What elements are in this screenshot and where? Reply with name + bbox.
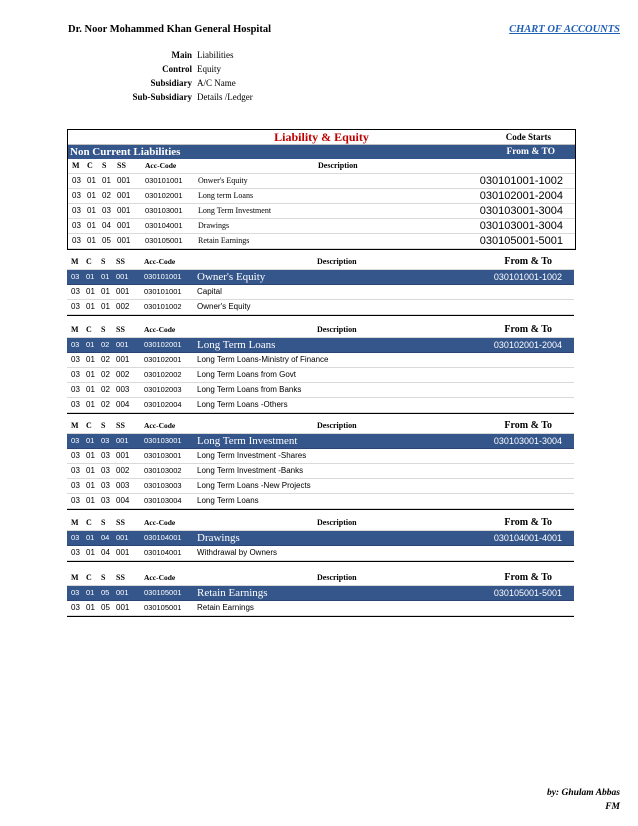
- cell-s: 01: [101, 287, 110, 296]
- legend-value: Equity: [197, 64, 221, 74]
- cell-s: 01: [102, 176, 111, 185]
- section-column-header: [67, 571, 574, 586]
- cell-range: 030105001-5001: [493, 588, 562, 598]
- cell-description: Capital: [197, 287, 222, 296]
- ledger-row: [67, 601, 574, 616]
- cell-acc-code: 030102001: [144, 340, 182, 349]
- hospital-name: Dr. Noor Mohammed Khan General Hospital: [68, 24, 272, 35]
- cell-s: 01: [101, 302, 110, 311]
- cell-s: 03: [102, 206, 111, 215]
- cell-ss: 001: [117, 176, 131, 185]
- cell-description: Long Term Investment -Shares: [197, 451, 307, 460]
- footer-role: FM: [605, 802, 620, 812]
- ledger-row: [67, 479, 574, 494]
- cell-description: Long Term Loans from Banks: [197, 385, 302, 394]
- cell-c: 01: [86, 603, 95, 612]
- cell-ss: 001: [116, 533, 129, 542]
- cell-m: 03: [71, 436, 80, 445]
- cell-acc-code: 030103002: [144, 466, 182, 475]
- cell-c: 01: [86, 287, 95, 296]
- cell-s: 02: [101, 355, 110, 364]
- cell-m: 03: [72, 236, 81, 245]
- cell-c: 01: [86, 436, 95, 445]
- cell-s: 04: [101, 548, 110, 557]
- ledger-row: [67, 398, 574, 413]
- col-m: M: [71, 518, 79, 527]
- cell-m: 03: [71, 272, 80, 281]
- cell-m: 03: [71, 603, 80, 612]
- cell-range: 030103001-3004: [479, 205, 563, 217]
- cell-m: 03: [71, 340, 80, 349]
- cell-description: Long Term Loans -Others: [197, 400, 288, 409]
- section-column-header: [67, 516, 574, 531]
- cell-c: 01: [87, 191, 96, 200]
- col-m: M: [71, 325, 79, 334]
- col-acc-code: Acc-Code: [144, 257, 176, 266]
- cell-acc-code: 030102004: [144, 400, 182, 409]
- cell-s: 04: [101, 533, 110, 542]
- cell-c: 01: [86, 496, 95, 505]
- cell-acc-code: 030101002: [144, 302, 182, 311]
- col-s: S: [101, 257, 106, 266]
- cell-m: 03: [71, 370, 80, 379]
- section-head-row: [67, 270, 574, 285]
- ledger-row: [67, 494, 574, 509]
- col-m: M: [71, 421, 79, 430]
- cell-c: 01: [86, 400, 95, 409]
- col-ss: SS: [116, 257, 125, 266]
- cell-m: 03: [72, 191, 81, 200]
- cell-s: 03: [101, 496, 110, 505]
- col-description: Description: [318, 161, 358, 170]
- col-m: M: [72, 161, 80, 170]
- cell-ss: 002: [116, 370, 130, 379]
- summary-column-header: [68, 159, 575, 174]
- section-bottom-border: [67, 616, 574, 617]
- code-starts-label: Code Starts: [505, 132, 551, 142]
- summary-row: [68, 234, 575, 249]
- legend-value: Details /Ledger: [197, 92, 253, 102]
- col-acc-code: Acc-Code: [144, 421, 176, 430]
- cell-acc-code: 030103003: [144, 481, 182, 490]
- cell-c: 01: [86, 272, 95, 281]
- cell-c: 01: [86, 548, 95, 557]
- summary-row: [68, 219, 575, 234]
- cell-range: 030104001-4001: [493, 533, 562, 543]
- ledger-row: [67, 300, 574, 315]
- legend: [120, 48, 253, 104]
- ledger-row: [67, 383, 574, 398]
- cell-range: 030103001-3004: [479, 220, 563, 232]
- col-description: Description: [317, 518, 357, 527]
- section-column-header: [67, 323, 574, 338]
- section-long-term-investment: [67, 419, 574, 510]
- cell-description: Long Term Loans-Ministry of Finance: [197, 355, 329, 364]
- section-head-row: [67, 586, 574, 601]
- legend-value: A/C Name: [197, 78, 236, 88]
- cell-m: 03: [71, 466, 80, 475]
- cell-c: 01: [86, 355, 95, 364]
- col-description: Description: [317, 421, 357, 430]
- summary-rows: [68, 174, 575, 249]
- cell-description: Withdrawal by Owners: [197, 548, 278, 557]
- band-range-label: From & TO: [506, 147, 555, 157]
- band-label: Non Current Liabilities: [70, 146, 181, 158]
- cell-acc-code: 030102001: [144, 355, 182, 364]
- col-from-to: From & To: [504, 324, 552, 335]
- section-column-header: [67, 255, 574, 270]
- col-from-to: From & To: [504, 256, 552, 267]
- col-description: Description: [317, 573, 357, 582]
- col-acc-code: Acc-Code: [144, 518, 176, 527]
- cell-s: 03: [101, 436, 110, 445]
- cell-acc-code: 030101001: [145, 176, 183, 185]
- cell-m: 03: [71, 355, 80, 364]
- col-s: S: [102, 161, 107, 170]
- cell-c: 01: [86, 385, 95, 394]
- cell-s: 02: [101, 385, 110, 394]
- cell-description: Long Term Loans: [197, 496, 259, 505]
- cell-ss: 001: [117, 221, 131, 230]
- cell-m: 03: [71, 481, 80, 490]
- cell-m: 03: [72, 221, 81, 230]
- cell-acc-code: 030101001: [144, 287, 182, 296]
- col-acc-code: Acc-Code: [144, 573, 176, 582]
- cell-m: 03: [71, 385, 80, 394]
- cell-range: 030102001-2004: [479, 190, 563, 202]
- cell-description: Drawings: [197, 532, 240, 544]
- cell-range: 030102001-2004: [493, 340, 562, 350]
- cell-ss: 004: [116, 400, 130, 409]
- col-description: Description: [317, 325, 357, 334]
- cell-c: 01: [86, 370, 95, 379]
- cell-acc-code: 030103001: [145, 206, 183, 215]
- legend-row: [120, 48, 253, 62]
- summary-title: Liability & Equity: [274, 130, 369, 144]
- cell-c: 01: [87, 206, 96, 215]
- cell-s: 05: [102, 236, 111, 245]
- cell-m: 03: [71, 400, 80, 409]
- cell-range: 030101001-1002: [479, 175, 563, 187]
- cell-c: 01: [86, 481, 95, 490]
- ledger-row: [67, 368, 574, 383]
- col-ss: SS: [116, 518, 125, 527]
- col-c: C: [86, 325, 92, 334]
- cell-c: 01: [87, 176, 96, 185]
- cell-s: 02: [101, 400, 110, 409]
- col-s: S: [101, 325, 106, 334]
- section-column-header: [67, 419, 574, 434]
- col-s: S: [101, 518, 106, 527]
- cell-ss: 002: [116, 466, 130, 475]
- cell-description: Long Term Loans: [197, 339, 276, 351]
- cell-s: 03: [101, 451, 110, 460]
- cell-description: Long Term Loans -New Projects: [197, 481, 311, 490]
- cell-acc-code: 030105001: [144, 588, 182, 597]
- ledger-row: [67, 449, 574, 464]
- cell-s: 03: [101, 481, 110, 490]
- cell-s: 02: [101, 340, 110, 349]
- summary-table: [67, 129, 576, 250]
- cell-description: Drawings: [198, 221, 230, 230]
- cell-ss: 001: [117, 206, 131, 215]
- cell-description: Onwer's Equity: [198, 176, 248, 185]
- col-c: C: [87, 161, 93, 170]
- cell-m: 03: [71, 533, 80, 542]
- col-ss: SS: [116, 421, 125, 430]
- cell-c: 01: [86, 466, 95, 475]
- cell-c: 01: [86, 302, 95, 311]
- cell-m: 03: [72, 176, 81, 185]
- cell-description: Retain Earnings: [197, 603, 254, 612]
- ledger-row: [67, 464, 574, 479]
- cell-acc-code: 030103001: [144, 451, 182, 460]
- cell-m: 03: [72, 206, 81, 215]
- cell-c: 01: [86, 588, 95, 597]
- cell-c: 01: [87, 236, 96, 245]
- cell-description: Long Term Investment -Banks: [197, 466, 304, 475]
- cell-acc-code: 030104001: [145, 221, 183, 230]
- summary-row: [68, 189, 575, 204]
- cell-ss: 003: [116, 385, 130, 394]
- col-c: C: [86, 257, 92, 266]
- cell-ss: 001: [117, 236, 131, 245]
- summary-bottom-border: [68, 249, 575, 250]
- cell-acc-code: 030105001: [145, 236, 183, 245]
- cell-ss: 001: [116, 588, 129, 597]
- legend-key: Subsidiary: [150, 78, 192, 88]
- cell-range: 030103001-3004: [493, 436, 562, 446]
- cell-acc-code: 030103001: [144, 436, 182, 445]
- cell-acc-code: 030105001: [144, 603, 182, 612]
- col-m: M: [71, 573, 79, 582]
- cell-ss: 001: [116, 548, 130, 557]
- section-head-row: [67, 531, 574, 546]
- section-owners-equity: [67, 255, 574, 316]
- cell-ss: 002: [116, 302, 130, 311]
- cell-description: Long Term Investment: [198, 206, 272, 215]
- col-c: C: [86, 421, 92, 430]
- summary-title-row: [68, 130, 575, 145]
- ledger-row: [67, 353, 574, 368]
- section-bottom-border: [67, 561, 574, 562]
- cell-ss: 003: [116, 481, 130, 490]
- cell-acc-code: 030102002: [144, 370, 182, 379]
- cell-description: Long term Loans: [198, 191, 254, 200]
- non-current-liabilities-band: [68, 145, 575, 159]
- cell-m: 03: [71, 548, 80, 557]
- ledger-row: [67, 285, 574, 300]
- legend-row: [120, 76, 253, 90]
- cell-ss: 004: [116, 496, 130, 505]
- cell-ss: 001: [116, 287, 130, 296]
- col-from-to: From & To: [504, 420, 552, 431]
- section-retain-earnings: [67, 571, 574, 617]
- summary-row: [68, 174, 575, 189]
- cell-c: 01: [86, 451, 95, 460]
- cell-m: 03: [71, 496, 80, 505]
- footer-author: by: Ghulam Abbas: [546, 788, 620, 798]
- legend-key: Main: [171, 50, 192, 60]
- cell-acc-code: 030104001: [144, 533, 182, 542]
- cell-description: Owner's Equity: [197, 302, 251, 311]
- cell-c: 01: [86, 340, 95, 349]
- col-acc-code: Acc-Code: [145, 161, 177, 170]
- legend-value: Liabilities: [197, 50, 234, 60]
- footer-credit: [547, 786, 620, 814]
- section-bottom-border: [67, 413, 574, 414]
- legend-key: Sub-Subsidiary: [132, 92, 192, 102]
- cell-acc-code: 030103004: [144, 496, 182, 505]
- section-head-row: [67, 434, 574, 449]
- legend-row: [120, 62, 253, 76]
- chart-of-accounts-title: CHART OF ACCOUNTS: [509, 24, 620, 35]
- cell-c: 01: [87, 221, 96, 230]
- cell-s: 05: [101, 603, 110, 612]
- cell-s: 02: [101, 370, 110, 379]
- section-bottom-border: [67, 315, 574, 316]
- cell-m: 03: [71, 588, 80, 597]
- cell-s: 02: [102, 191, 111, 200]
- section-head-row: [67, 338, 574, 353]
- cell-ss: 001: [116, 603, 130, 612]
- cell-s: 04: [102, 221, 111, 230]
- section-long-term-loans: [67, 323, 574, 414]
- col-m: M: [71, 257, 79, 266]
- col-from-to: From & To: [504, 517, 552, 528]
- cell-ss: 001: [116, 451, 130, 460]
- legend-row: [120, 90, 253, 104]
- cell-acc-code: 030101001: [144, 272, 182, 281]
- cell-ss: 001: [116, 272, 129, 281]
- cell-m: 03: [71, 287, 80, 296]
- cell-range: 030105001-5001: [479, 235, 563, 247]
- ledger-row: [67, 546, 574, 561]
- cell-s: 01: [101, 272, 110, 281]
- col-s: S: [101, 573, 106, 582]
- col-acc-code: Acc-Code: [144, 325, 176, 334]
- cell-s: 05: [101, 588, 110, 597]
- cell-m: 03: [71, 302, 80, 311]
- col-ss: SS: [116, 573, 125, 582]
- cell-c: 01: [86, 533, 95, 542]
- cell-description: Long Term Investment: [197, 435, 298, 447]
- col-s: S: [101, 421, 106, 430]
- cell-description: Retain Earnings: [197, 587, 268, 599]
- section-bottom-border: [67, 509, 574, 510]
- cell-description: Retain Earnings: [198, 236, 250, 245]
- cell-ss: 001: [117, 191, 131, 200]
- legend-key: Control: [162, 64, 192, 74]
- cell-ss: 001: [116, 436, 129, 445]
- cell-m: 03: [71, 451, 80, 460]
- cell-description: Owner's Equity: [197, 271, 266, 283]
- col-description: Description: [317, 257, 357, 266]
- col-c: C: [86, 573, 92, 582]
- col-from-to: From & To: [504, 572, 552, 583]
- cell-acc-code: 030102001: [145, 191, 183, 200]
- cell-ss: 001: [116, 340, 129, 349]
- col-c: C: [86, 518, 92, 527]
- cell-ss: 001: [116, 355, 130, 364]
- section-drawings: [67, 516, 574, 562]
- cell-acc-code: 030104001: [144, 548, 182, 557]
- summary-row: [68, 204, 575, 219]
- cell-s: 03: [101, 466, 110, 475]
- col-ss: SS: [117, 161, 126, 170]
- cell-acc-code: 030102003: [144, 385, 182, 394]
- cell-description: Long Term Loans from Govt: [197, 370, 297, 379]
- cell-range: 030101001-1002: [493, 272, 562, 282]
- col-ss: SS: [116, 325, 125, 334]
